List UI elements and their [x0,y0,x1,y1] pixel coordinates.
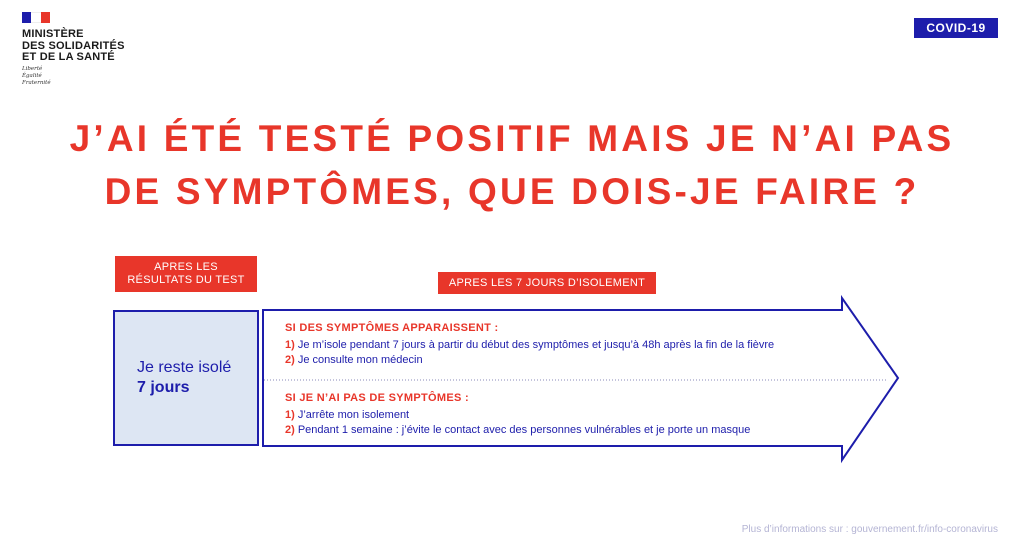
after-isolation-label: APRES LES 7 JOURS D’ISOLEMENT [438,272,656,294]
isolation-duration: 7 jours [137,379,190,396]
page-title: J’AI ÉTÉ TESTÉ POSITIF MAIS JE N’AI PAS DE SYMPTÔMES, QUE DOIS-JE FAIRE ? [69,118,955,212]
motto-egalite: Égalité [22,72,42,79]
footer-info-link[interactable]: Plus d’informations sur : gouvernement.fr/info-coronavirus [741,524,998,535]
motto-liberte: Liberté [22,65,43,72]
section-title: SI DES SYMPTÔMES APPARAISSENT : [285,322,499,334]
ministry-line-2: DES SOLIDARITÉS [22,39,125,52]
motto-fraternite: Fraternité [22,79,51,86]
ministry-line-1: MINISTÈRE [22,28,84,40]
section-title: SI JE N’AI PAS DE SYMPTÔMES : [285,392,469,404]
symptoms-appear-section [285,321,774,368]
covid-badge: COVID-19 [914,18,998,38]
list-item: 2) Je consulte mon médecin [285,354,423,366]
list-item: 1) J’arrête mon isolement [285,409,410,421]
no-symptoms-section [285,391,750,438]
isolation-text: Je reste isolé [137,359,232,376]
list-item: 1) Je m’isole pendant 7 jours à partir du début des symptômes et jusqu’à 48h après la fin de la fièvre [285,339,775,351]
list-item: 2) Pendant 1 semaine : j’évite le contact avec des personnes vulnérables et je porte un masque [285,424,751,436]
ministry-line-3: ET DE LA SANTÉ [22,51,115,63]
after-results-label: APRES LES RÉSULTATS DU TEST [115,256,257,292]
